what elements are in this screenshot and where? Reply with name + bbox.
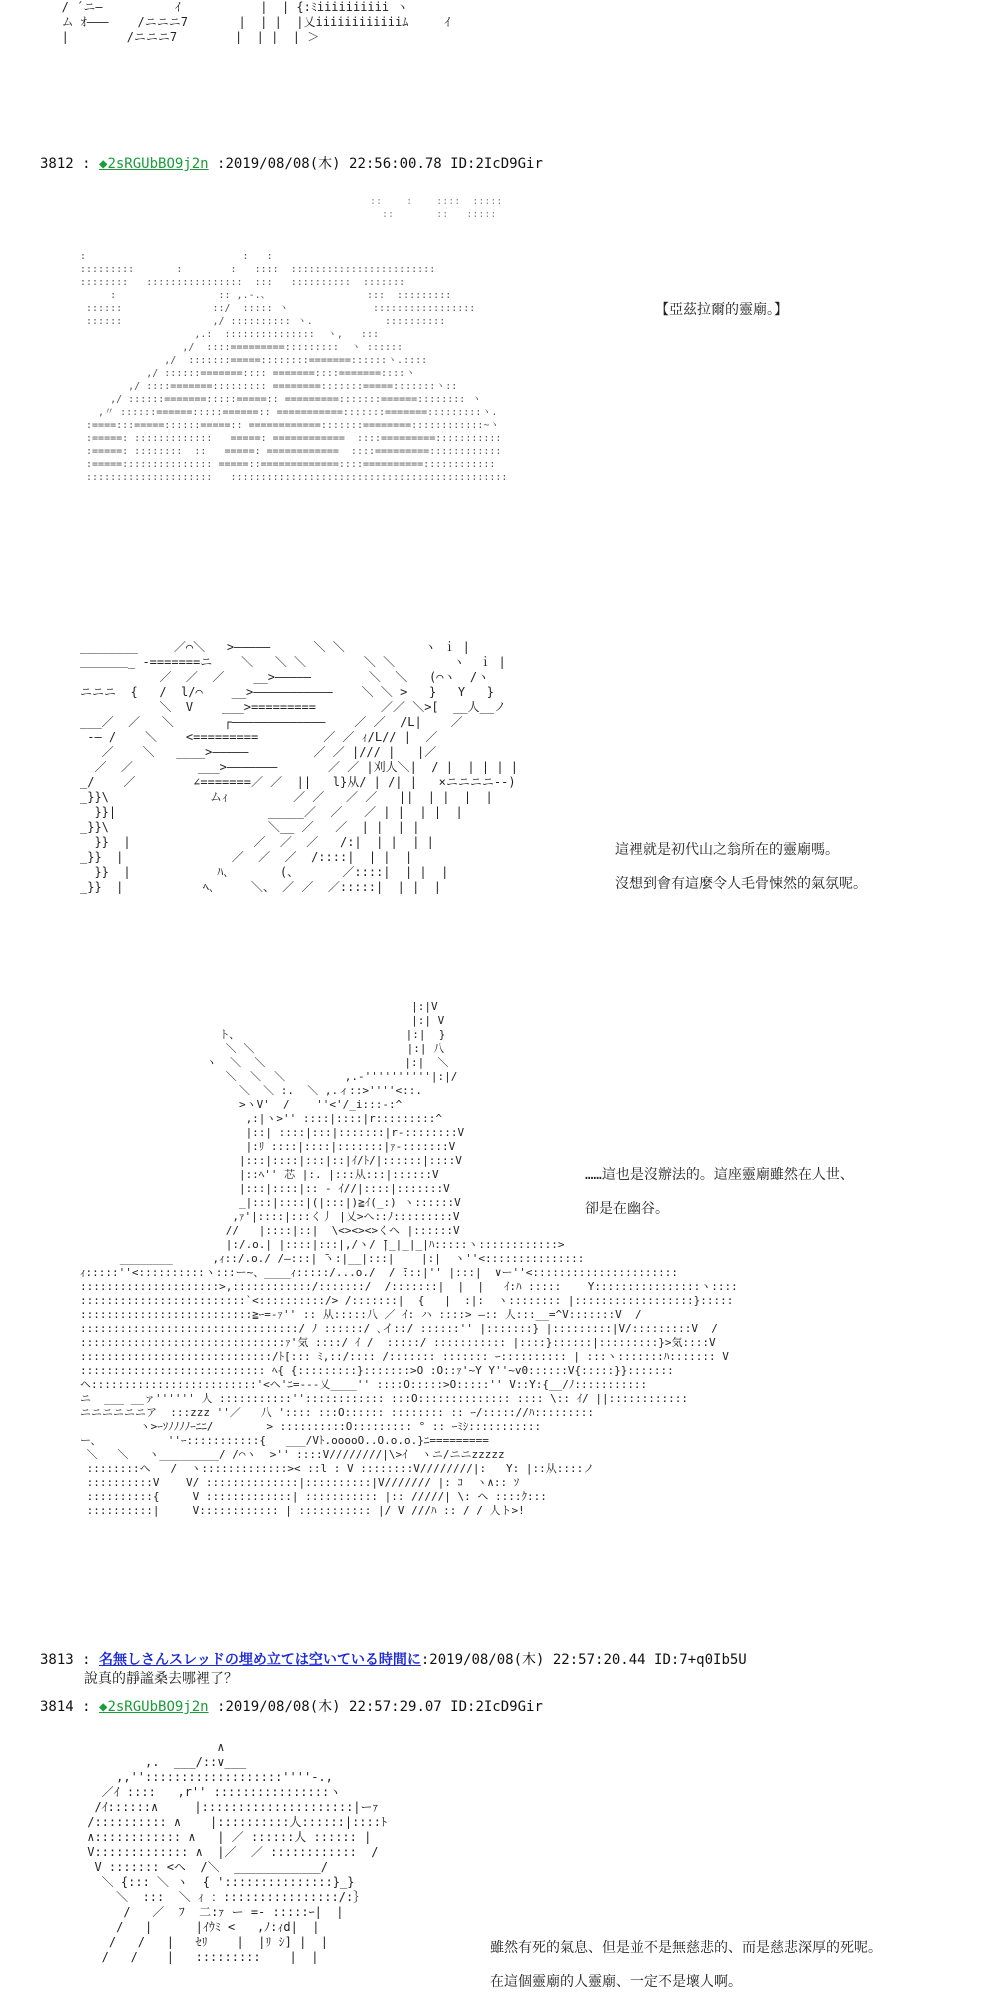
scene-caption-3 — [585, 1165, 854, 1233]
post-number: 3812 — [40, 156, 74, 172]
post-header-3812 — [40, 155, 543, 173]
scene-caption-4 — [490, 1938, 882, 2006]
post-header-3814 — [40, 1698, 543, 1716]
ascii-art-hooded-figure: ∧ ,. ___/::∨___ ,,'':::::::::::::::::::''''-., ／ｲ :::: ,r'' ::::::::::::::::ヽ /ｲ::::::∧ |:::::::::::::::::::::|ーｧ /:::::::::: ∧ |::::::::::人::::::|::::ﾄ ∧:::::::::::: ∧ | ／ ::::::人 :::::: | V::::::::::::: ∧ |／ ／ :::::::::::: / V ::::::: <ヘ /＼ ____________/ ＼ {::: ＼ ヽ { ':::::::::::::::}_} ＼ ::: ＼ ｨ ：::::::::::::::::/:｝ / ／ ﾌ 二:ｧ ー =- :::::ｰ| | / | |ｲｳﾐ < ,ﾉ:ｨd| | / / | ｾﾘ | |ﾘ ｼ] | | / / | ::::::::: | | — [87, 1740, 387, 1964]
ascii-art-mausoleum-exterior: :: : :::: ::::: :: :: ::::: — [370, 196, 503, 220]
post-header-3813 — [40, 1651, 747, 1669]
caption-line: ……這也是沒辦法的。這座靈廟雖然在人世、 — [585, 1167, 854, 1183]
ascii-art-robed-figure: |:|V |:| V ト、 |:| } ＼ ＼ |:| 八 ヽ ＼ ＼ |:| ＼ ＼ ＼ ＼ ,.-''''''''''|:|/ ＼ ＼ :. ＼ ,.ィ::>''''<::. >ヽV' / ''<'/_i:::-:^ ,:|ヽ>'' ::::|::::|r:::::::::^ |::| ::::|:::|:::::::|r-::::::::V |:ﾘ ::::|::::|:::::::|ｧ-:::::::V |:::|::::|:::|::|ｲ/ﾄ/|::::::|::::V |::ﾍ'' 芯 |:. |:::从:::|::::::V |:::|::::|:: - ｲ//|::::|:::::::V _|:::|::::|(|:::|)≧ｲ(_:) ヽ::::::V ,ｧ'|::::|:::く丿 |乂>へ::ﾉ:::::::::V // |::::|::| \<><><>くヘ |::::::V |:/.o.| |::::|:::|,/ヽ/ ̄|_|_|_|ﾊ:::::ヽ::::::::::::> ________ ,ｨ::/.o./ /―:::| ̄ヽ:|__|:::| |:| ヽ''<::::::::::::::: ｨ:::::''<::::::::::ヽ:::ー~、____ｨ:::::/...o./ / ̄:::|'' |:::| ∨ー''<:::::::::::::::::::::: :::::::::::::::::::::>,::::::::::::/:::::::/ /:::::::| | | ｲ:ﾊ ::::: Y::::::::::::::::ヽ:::: :::::::::::::::::::::::::`<::::::::::/> /:::::::| { | :|: ヽ:::::::: |::::::::::::::::::}::::: ::::::::::::::::::::::::::≧ｰ=-ｧ'' :: 从:::::八 ／ ｲ: ハ ::::> ―:: 人:::__=^V:::::::V / :::::::::::::::::::::::::::::::::/ ﾉ ::::::/ ､イ::/ ::::::'' |:::::::} |:::::::::|V/:::::::::V / :::::::::::::::::::::::::::::::ｧ'気 ::::/ ｲ / :::::/ ::::::::::: |::::}::::::|:::::::::}>気::::V :::::::::::::::::::::::::::::/ﾄ[::: ﾐ,::/:::: /::::::: ::::::: ｰ:::::::::: | :::ヽ:::::::ﾊ::::::: V :::::::::::::::::::::::::::: ﾍ{ {:::::::::}:::::::>O :O::ｧ'~Y Y''~v0::::::V{:::::}}::::::: ヘ:::::::::::::::::::::::::'<ヘ'ﾆ=---乂____'' ::::O:::::>O:::::'' V::Y:{__/ﾉ::::::::::: ニ ___ __ァ'''''' 人 :::::::::::'':::::::::::: :::O:::::::::::::: :::: \:: ｲ/ ||:::::::::::: ニニニニニニア :::zzz ''／ 八 ':::: :::O:::::: :::::::: :: ｰ/::::://ﾊ::::::::: ヽ>ｰｿﾉﾉﾉﾉｰﾆﾆ/ > ::::::::::O::::::::: ° :: ｰﾐｼ::::::::::: ー、 ''ｰ:::::::::::{ ___/Vﾄ.ooooO..O.o.o.}ﾆ========= ＼ ＼ ヽ_________/ /⌒ヽ >'' ::::V////////|\>ｲ ヽニ/ニニzzzzz ::::::::ヘ / ヽ:::::::::::::>< ::l : V ::::::::V////////|: Y: |::从::::ノ ::::::::::V V/ ::::::::::::::|::::::::::|V/////// |: ｺ ヽ∧:: ｿ ::::::::::{ V :::::::::::::| ::::::::::: |:: /////| \: ヘ ::::ｸ::: ::::::::::| V:::::::::::: | ::::::::::: |/ V ///ﾊ :: / / 人ト>! — [80, 1000, 738, 1517]
separator: : — [73, 156, 100, 172]
caption-line: 這裡就是初代山之翁所在的靈廟嗎。 — [615, 842, 839, 858]
post-number: 3814 — [40, 1699, 74, 1715]
ascii-art-temple-interior: ________ ／⌒＼ >――――― ＼ ＼ ヽ ｉ | ＿＿＿＿_ -=======ニ ＼ ＼ ＼ ＼ ＼ ヽ ｉ | ／ ／ ／ __>――――― ＼ ＼ (⌒ヽ /ヽ ニニニ { / l/⌒ __>――――――――――― ＼ ＼ > } Y } ＼ V ___>========= ／／ ＼>[ __人__ノ ___／ ／ ＼ ┌――――――――――――― ／ ／ /L| ／ -― / ＼ <========= ／ ／ ｨ/L// | ／ ／ ＼ ____>――――― ／ ／ |/// | |／ ／ ／ ___>――――――― ／ ／ |刈人＼| / | | | | | _/ ／ ∠=======／ ／ || l}从/ | /| | ×ニニニニ--) _}}\ ムｨ ／ ／ ／ ／ || | | | | }}| _____／ ／ ／ | | | | | _}}\ ＼__ ／ ／ | | | | }} | ／ ／ ／ /:| | | | | _}} | ／ ／ ／ /::::| | | | }} | ﾊ､ (、 ／::::| | | | _}} | ﾍ､ ＼、 ／ ／ ／:::::| | | | — [80, 640, 519, 894]
poster-name-link[interactable]: 名無しさんスレッドの埋め立ては空いている時間に — [99, 1652, 421, 1668]
scene-caption-1 — [655, 300, 788, 334]
caption-line: 在這個靈廟的人靈廟、一定不是壞人啊。 — [490, 1974, 742, 1990]
post-meta: :2019/08/08(木) 22:56:00.78 ID:2IcD9Gir — [208, 156, 543, 172]
ascii-art-mausoleum-roof: : : : ::::::::: : : :::: :::::::::::::::::::::::: :::::::: :::::::::::::::: ::: :::::::::: ::::::: : :: ,.-.、 ::: ::::::::: :::::: ::/ ::::: ヽ ::::::::::::::::: :::::: ,/ :::::::::: ヽ. :::::::::: ,.: ::::::::::::::: ヽ, ::: ,/ ::::=========::::::::: ヽ :::::: ,/ :::::::=====::::::::=======::::::ヽ.:::: ,/ ::::::=======:::: =======::::=======::::ヽ ,/ ::::=======::::::::: ========:::::::=====:::::::ヽ:: ,/ ::::::=======:::::=====:: =========:::::::======:::::::: ヽ ,〃 ::::::======:::::======:: ===========:::::::=======:::::::::ヽ. :====:::=====::::::=====:: ============:::::::========::::::::::::~ヽ :=====: ::::::::::::: =====: ============ ::::=========::::::::::: :=====: :::::::: :: =====: ============ ::::=========:::::::::::: :=====::::::::::::::: =====::=============::::==========:::::::::::: ::::::::::::::::::::: :::::::::::::::::::::::::::::::::::::::::::::: — [80, 251, 508, 483]
post-meta: :2019/08/08(木) 22:57:29.07 ID:2IcD9Gir — [208, 1699, 543, 1715]
caption-line: 沒想到會有這麼令人毛骨悚然的氣氛呢。 — [615, 876, 867, 892]
caption-line: 雖然有死的氣息、但是並不是無慈悲的、而是慈悲深厚的死呢。 — [490, 1940, 882, 1956]
caption-line: 卻是在幽谷。 — [585, 1201, 669, 1217]
poster-trip-link[interactable]: ◆2sRGUbBO9j2n — [99, 156, 209, 172]
post-number: 3813 — [40, 1652, 74, 1668]
caption-line: 【亞茲拉爾的靈廟。】 — [655, 302, 788, 318]
separator: : — [73, 1652, 100, 1668]
post-body-3813: 說真的靜謐桑去哪裡了？ — [84, 1671, 238, 1687]
separator: : — [73, 1699, 100, 1715]
ascii-art-top-fragment: / ´ニ― ｲ | | {:ﾐiiiiiiiiii ヽ ム ｵ――― /ニニニ7 | | | |乂iiiiiiiiiiiiﾑ ｲ | /ニニニ7 | | | | ＞ 3812 : ◆2sRGUbBO9j2n :2019/08/08(木) 22:56:00.78 ID:2IcD9Gir :: : :::: ::::: :: :: ::::: : : : ::::::::: : : :::: :::::::::::::::::::::::: :::::::: :::::::::::::::: ::: :::::::::: ::::::: : :: ,.-.、 ::: ::::::::: :::::: ::/ ::::: ヽ ::::::::::::::::: :::::: ,/ :::::::::: ヽ. :::::::::: ,.: ::::::::::::::: ヽ, ::: ,/ ::::=========::::::::: ヽ :::::: ,/ :::::::=====::::::::=======::::::ヽ.:::: ,/ ::::::=======:::: =======::::=======::::ヽ ,/ ::::=======::::::::: ========:::::::=====:::::::ヽ:: ,/ ::::::=======:::::=====:: =========:::::::======:::::::: ヽ ,〃 ::::::======:::::======:: ===========:::::::=======:::::::::ヽ. :====:::=====::::::=====:: ============:::::::========::::::::::::~ヽ :=====: ::::::::::::: =====: ============ ::::=========::::::::::: :=====: :::::::: :: =====: ============ ::::=========:::::::::::: :=====::::::::::::::: =====::=============::::==========:::::::::::: ::::::::::::::::::::: :::::::::::::::::::::::::::::::::::::::::::::: 【亞茲拉爾的靈廟。】 ________ ／⌒＼ >――――― ＼ ＼ ヽ ｉ | ＿＿＿＿_ -=======ニ ＼ ＼ ＼ ＼ ＼ ヽ ｉ | ／ ／ ／ __>――――― ＼ ＼ (⌒ヽ /ヽ ニニニ { / l/⌒ __>――――――――――― ＼ ＼ > } Y } ＼ V ___>========= ／／ ＼>[ __人__ノ ___／ ／ ＼ ┌――――――――――――― ／ ／ /L| ／ -― / ＼ <========= ／ ／ ｨ/L// | ／ ／ ＼ ____>――――― ／ ／ |/// | |／ ／ ／ ___>――――――― ／ ／ |刈人＼| / | | | | | _/ ／ ∠=======／ ／ || l}从/ | /| | ×ニニニニ--) _}}\ ムｨ ／ ／ ／ ／ || | | | | }}| _____／ ／ ／ | | | | | _}}\ ＼__ ／ ／ | | | | }} | ／ ／ ／ /:| | | | | _}} | ／ ／ ／ /::::| | | | }} | ﾊ､ (、 ／::::| | | | _}} | ﾍ､ ＼、 ／ ／ ／:::::| | | | 這裡就是初代山之翁所在的靈廟嗎。 沒想到會有這麼令人毛骨悚然的氣氛呢。 |:|V |:| V ト、 |:| } ＼ ＼ |:| 八 ヽ ＼ ＼ |:| ＼ ＼ ＼ ＼ ,.-''''''''''|:|/ ＼ ＼ :. ＼ ,.ィ::>''''<::. >ヽV' / ''<'/_i:::-:^ ,:|ヽ>'' ::::|::::|r:::::::::^ |::| ::::|:::|:::::::|r-::::::::V |:ﾘ ::::|::::|:::::::|ｧ-:::::::V |:::|::::|:::|::|ｲ/ﾄ/|::::::|::::V |::ﾍ'' 芯 |:. |:::从:::|::::::V |:::|::::|:: - ｲ//|::::|:::::::V _|:::|::::|(|:::|)≧ｲ(_:) ヽ::::::V ,ｧ'|::::|:::く丿 |乂>へ::ﾉ:::::::::V // |::::|::| \<><><>くヘ |::::::V |:/.o.| |::::|:::|,/ヽ/ ̄|_|_|_|ﾊ:::::ヽ::::::::::::> ________ ,ｨ::/.o./ /―:::| ̄ヽ:|__|:::| |:| ヽ''<::::::::::::::: ｨ:::::''<::::::::::ヽ:::ー~、____ｨ:::::/...o./ / ̄:::|'' |:::| ∨ー''<:::::::::::::::::::::: :::::::::::::::::::::>,::::::::::::/:::::::/ /:::::::| | | ｲ:ﾊ ::::: Y::::::::::::::::ヽ:::: :::::::::::::::::::::::::`<::::::::::/> /:::::::| { | :|: ヽ:::::::: |::::::::::::::::::}::::: ::::::::::::::::::::::::::≧ｰ=-ｧ'' :: 从:::::八 ／ ｲ: ハ ::::> ―:: 人:::__=^V:::::::V / :::::::::::::::::::::::::::::::::/ ﾉ ::::::/ ､イ::/ ::::::'' |:::::::} |:::::::::|V/:::::::::V / :::::::::::::::::::::::::::::::ｧ'気 ::::/ ｲ / :::::/ ::::::::::: |::::}::::::|:::::::::}>気::::V :::::::::::::::::::::::::::::/ﾄ[::: ﾐ,::/:::: /::::::: ::::::: ｰ:::::::::: | :::ヽ:::::::ﾊ::::::: V :::::::::::::::::::::::::::: ﾍ{ {:::::::::}:::::::>O :O::ｧ'~Y Y''~v0::::::V{:::::}}::::::: ヘ:::::::::::::::::::::::::'<ヘ'ﾆ=---乂____'' ::::O:::::>O:::::'' V::Y:{__/ﾉ::::::::::: ニ ___ __ァ'''''' 人 :::::::::::'':::::::::::: :::O:::::::::::::: :::: \:: ｲ/ ||:::::::::::: ニニニニニニア :::zzz ''／ 八 ':::: :::O:::::: :::::::: :: ｰ/::::://ﾊ::::::::: ヽ>ｰｿﾉﾉﾉﾉｰﾆﾆ/ > ::::::::::O::::::::: ° :: ｰﾐｼ::::::::::: ー、 ''ｰ:::::::::::{ ___/Vﾄ.ooooO..O.o.o.}ﾆ========= ＼ ＼ ヽ_________/ /⌒ヽ >'' ::::V////////|\>ｲ ヽニ/ニニzzzzz ::::::::ヘ / ヽ:::::::::::::>< ::l : V ::::::::V////////|: Y: |::从::::ノ ::::::::::V V/ ::::::::::::::|::::::::::|V/////// |: ｺ ヽ∧:: ｿ ::::::::::{ V :::::::::::::| ::::::::::: |:: /////| \: ヘ ::::ｸ::: ::::::::::| V:::::::::::: | ::::::::::: |/ V ///ﾊ :: / / 人ト>! ……這也是沒辦法的。這座靈廟雖然在人世、 卻是在幽谷。 3813 : 名無しさんスレッドの埋め立ては空いている時間に:2019/08/08(木) 22:57:20.44 ID:7+q0Ib5U 說真的靜謐桑去哪裡了？ 3814 : ◆2sRGUbBO9j2n :2019/08/08(木) 22:57:29.07 ID:2IcD9Gir ∧ ,. ___/::∨___ ,,'':::::::::::::::::::''''-., ／ｲ :::: ,r'' ::::::::::::::::ヽ /ｲ::::::∧ |:::::::::::::::::::::|ーｧ /:::::::::: ∧ |::::::::::人::::::|::::ﾄ ∧:::::::::::: ∧ | ／ ::::::人 :::::: | V::::::::::::: ∧ |／ ／ :::::::::::: / V ::::::: <ヘ /＼ ____________/ ＼ {::: ＼ ヽ { ':::::::::::::::}_} ＼ ::: ＼ ｨ ：::::::::::::::::/:｝ / ／ ﾌ 二:ｧ ー =- :::::ｰ| | / | |ｲｳﾐ < ,ﾉ:ｨd| | / / | ｾﾘ | |ﾘ ｼ] | | / / | ::::::::: | | 雖然有死的氣息、但是並不是無慈悲的、而是慈悲深厚的死呢。 在這個靈廟的人靈廟、一定不是壞人啊。 — [40, 0, 450, 480]
poster-trip-link[interactable]: ◆2sRGUbBO9j2n — [99, 1699, 209, 1715]
post-meta: :2019/08/08(木) 22:57:20.44 ID:7+q0Ib5U — [420, 1652, 747, 1668]
scene-caption-2 — [615, 840, 867, 908]
